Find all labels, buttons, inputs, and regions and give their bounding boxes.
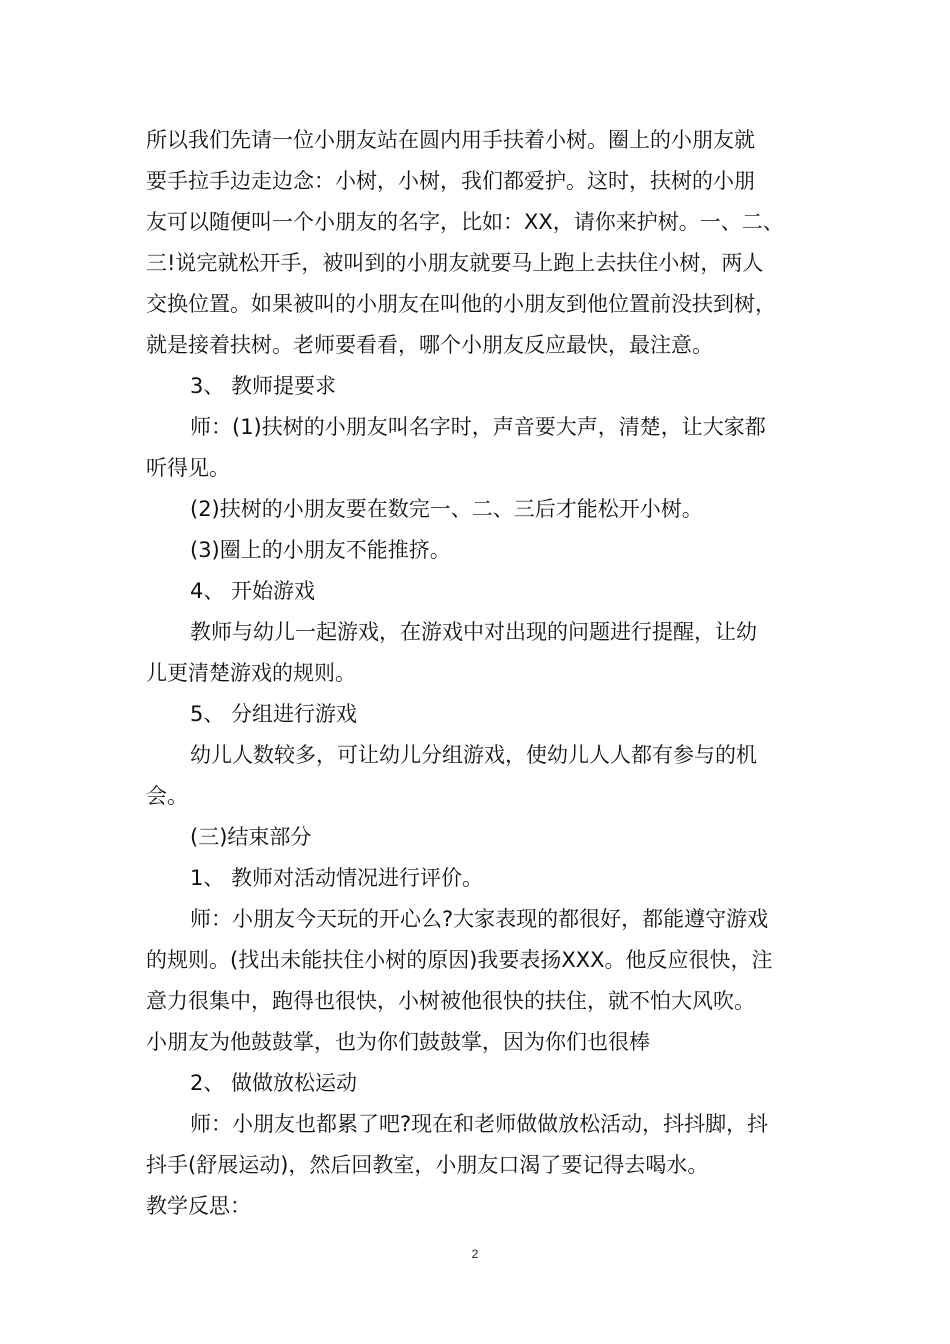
text-line: 抖手(舒展运动)，然后回教室，小朋友口渴了要记得去喝水。 <box>146 1153 709 1177</box>
paragraph-evaluation <box>146 899 811 1063</box>
paragraph-game-rules <box>146 120 811 366</box>
paragraph-group-play <box>146 735 811 817</box>
text-line: 3、 教师提要求 <box>190 374 337 398</box>
heading-teacher-requirements <box>146 366 811 407</box>
text-line: 交换位置。如果被叫的小朋友在叫他的小朋友到他位置前没扶到树， <box>146 292 776 316</box>
text-line: 师：小朋友今天玩的开心么?大家表现的都很好，都能遵守游戏 <box>190 907 769 931</box>
text-line: 幼儿人数较多，可让幼儿分组游戏，使幼儿人人都有参与的机 <box>190 743 757 767</box>
text-line: 师：小朋友也都累了吧?现在和老师做做放松活动，抖抖脚，抖 <box>190 1112 769 1136</box>
heading-teaching-reflection <box>146 1186 811 1227</box>
heading-group-game <box>146 694 811 735</box>
document-body <box>146 120 811 1227</box>
text-line: (3)圈上的小朋友不能推挤。 <box>190 538 451 562</box>
paragraph-play-together <box>146 612 811 694</box>
paragraph-requirement-3 <box>146 530 811 571</box>
text-line: 师：(1)扶树的小朋友叫名字时，声音要大声，清楚，让大家都 <box>190 415 766 439</box>
text-line: 友可以随便叫一个小朋友的名字，比如：XX，请你来护树。一、二、 <box>146 210 784 234</box>
text-line: 儿更清楚游戏的规则。 <box>146 661 356 685</box>
paragraph-requirement-2 <box>146 489 811 530</box>
page-number: 2 <box>471 1247 479 1261</box>
text-line: 的规则。(找出未能扶住小树的原因)我要表扬XXX。他反应很快，注 <box>146 948 773 972</box>
text-line: 三!说完就松开手，被叫到的小朋友就要马上跑上去扶住小树，两人 <box>146 251 764 275</box>
text-line: (2)扶树的小朋友要在数完一、二、三后才能松开小树。 <box>190 497 703 521</box>
heading-start-game <box>146 571 811 612</box>
text-line: 意力很集中，跑得也很快，小树被他很快的扶住，就不怕大风吹。 <box>146 989 755 1013</box>
text-line: 教师与幼儿一起游戏，在游戏中对出现的问题进行提醒，让幼 <box>190 620 757 644</box>
text-line: 就是接着扶树。老师要看看，哪个小朋友反应最快，最注意。 <box>146 333 713 357</box>
paragraph-relaxation <box>146 1104 811 1186</box>
text-line: 小朋友为他鼓鼓掌，也为你们鼓鼓掌，因为你们也很棒 <box>146 1030 650 1054</box>
text-line: 所以我们先请一位小朋友站在圆内用手扶着小树。圈上的小朋友就 <box>146 128 755 152</box>
text-line: 4、 开始游戏 <box>190 579 316 603</box>
text-line: 1、 教师对活动情况进行评价。 <box>190 866 484 890</box>
text-line: 听得见。 <box>146 456 230 480</box>
text-line: 5、 分组进行游戏 <box>190 702 358 726</box>
text-line: 会。 <box>146 784 188 808</box>
heading-teacher-evaluation <box>146 858 811 899</box>
heading-relaxation <box>146 1063 811 1104</box>
text-line: 要手拉手边走边念：小树，小树，我们都爱护。这时，扶树的小朋 <box>146 169 755 193</box>
heading-ending-section <box>146 817 811 858</box>
text-line: (三)结束部分 <box>190 825 312 849</box>
paragraph-requirement-1 <box>146 407 811 489</box>
text-line: 2、 做做放松运动 <box>190 1071 358 1095</box>
text-line: 教学反思： <box>146 1194 251 1218</box>
